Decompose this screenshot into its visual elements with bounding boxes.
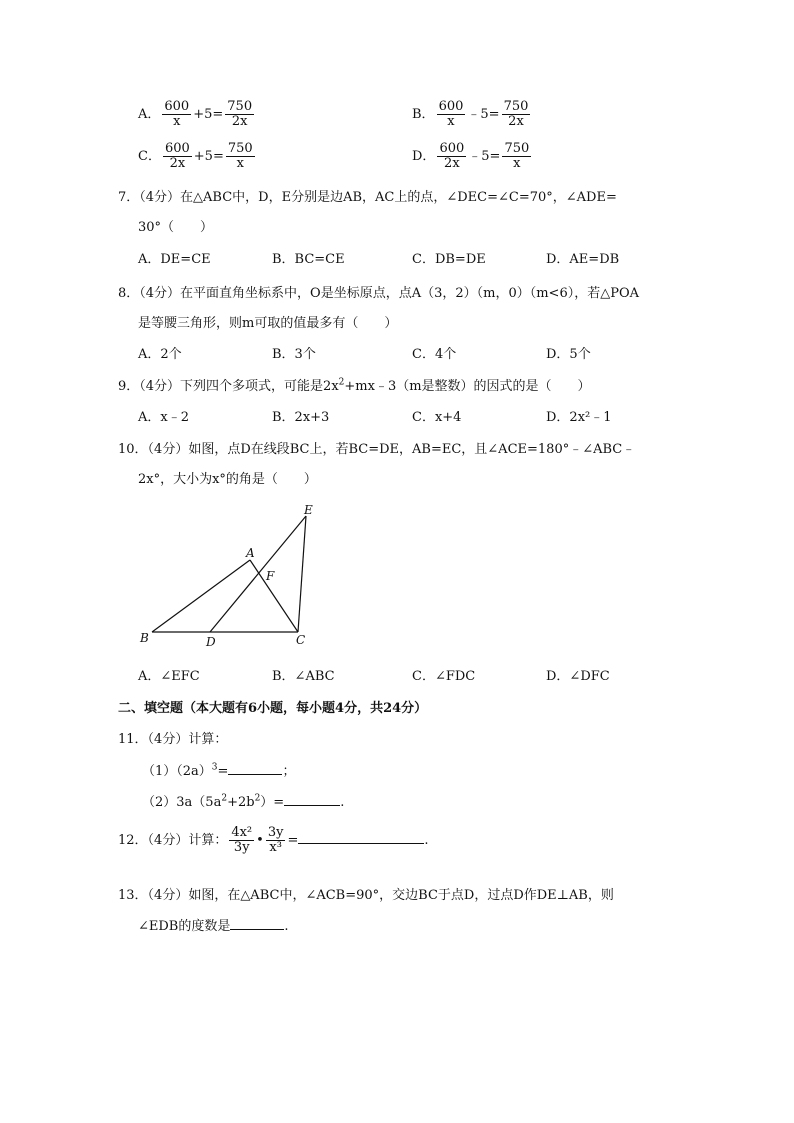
numerator: 750: [227, 141, 253, 156]
numerator: 4x²: [231, 825, 253, 840]
label-e: E: [304, 503, 313, 517]
q11-part2-end: .: [340, 795, 345, 810]
q11-part1: [142, 760, 295, 779]
numerator: 600: [439, 141, 465, 156]
q11-part2-eq: ）=: [260, 795, 285, 810]
operator: +5=: [193, 149, 224, 164]
option-letter: C．: [138, 149, 161, 164]
label-d: D: [206, 635, 216, 649]
denominator: 2x: [169, 156, 186, 171]
q8-option-a: A．2个: [138, 347, 182, 362]
q7-option-c: C．DB=DE: [412, 252, 486, 267]
q11-part1-end: ；: [282, 764, 296, 779]
q10-option-b: B．∠ABC: [272, 669, 335, 684]
fraction: [502, 142, 531, 171]
q8-stem-line2: 是等腰三角形，则m可取的值最多有（ ）: [138, 316, 398, 331]
q11-part1-expr: （1）（2a）: [142, 764, 212, 779]
q7-option-d: D．AE=DB: [546, 252, 620, 267]
multiply-dot: •: [256, 833, 264, 848]
q9-exponent: 2: [338, 377, 345, 388]
operator: ﹣5=: [467, 107, 500, 122]
q10-option-d: D．∠DFC: [546, 669, 610, 684]
fraction: [229, 826, 254, 855]
numerator: 600: [164, 141, 190, 156]
q10-stem-line2: 2x°，大小为x°的角是（ ）: [138, 472, 317, 487]
segment-ba: [152, 560, 250, 632]
q11-part2: [142, 791, 344, 810]
q10-stem-line1: 10．（4分）如图，点D在线段BC上，若BC=DE，AB=EC，且∠ACE=180°﹣∠ABC﹣: [118, 442, 636, 457]
q13-answer-blank[interactable]: [230, 929, 284, 930]
q11-part1-answer-blank[interactable]: [228, 774, 282, 775]
q12-line: [118, 826, 429, 855]
equals: =: [287, 833, 299, 848]
denominator: 2x: [508, 114, 524, 129]
label-b: B: [140, 631, 149, 645]
denominator: x³: [269, 840, 282, 855]
q10-option-c: C．∠FDC: [412, 669, 476, 684]
q6-option-d: [412, 142, 533, 171]
q6-option-a: [138, 100, 256, 129]
segment-de: [210, 516, 306, 632]
q9-stem: [118, 375, 591, 394]
q10-option-a: A．∠EFC: [138, 669, 200, 684]
fraction: [502, 100, 531, 129]
fraction: [266, 826, 286, 855]
q11-part2-expr: （2）3a（5a: [142, 795, 222, 810]
q8-option-b: B．3个: [272, 347, 316, 362]
q9-stem-post: +mx﹣3（m是整数）的因式的是（ ）: [344, 379, 591, 394]
numerator: 3y: [267, 825, 284, 840]
q11-part2-answer-blank[interactable]: [284, 805, 340, 806]
operator: +5=: [193, 107, 224, 122]
q8-option-c: C．4个: [412, 347, 457, 362]
denominator: 2x: [231, 114, 248, 129]
q7-stem-line1: 7．（4分）在△ABC中，D，E分别是边AB，AC上的点，∠DEC=∠C=70°，∠ADE=: [118, 190, 617, 205]
q9-option-a: A．x﹣2: [138, 410, 189, 425]
q7-stem-line2: 30°（ ）: [138, 220, 214, 235]
q12-stem: 12．（4分）计算：: [118, 833, 228, 848]
denominator: x: [173, 114, 181, 129]
numerator: 750: [503, 99, 529, 114]
label-c: C: [296, 633, 306, 647]
denominator: x: [513, 156, 521, 171]
fraction: [226, 142, 255, 171]
q11-part1-exponent: 3: [211, 762, 218, 773]
fraction: [163, 142, 192, 171]
fraction: [162, 100, 191, 129]
numerator: 600: [438, 99, 464, 114]
q9-option-c: C．x+4: [412, 410, 462, 425]
q10-geometry-figure: [130, 496, 330, 652]
q9-stem-pre: 9．（4分）下列四个多项式，可能是2x: [118, 379, 339, 394]
q13-stem-pre: ∠EDB的度数是: [138, 919, 231, 934]
q12-end: .: [424, 833, 429, 848]
label-f: F: [266, 569, 275, 583]
q7-option-a: A．DE=CE: [138, 252, 211, 267]
numerator: 750: [504, 141, 530, 156]
q7-option-b: B．BC=CE: [272, 252, 345, 267]
numerator: 750: [227, 99, 253, 114]
denominator: x: [236, 156, 244, 171]
q11-part1-eq: =: [217, 764, 229, 779]
q8-option-d: D．5个: [546, 347, 591, 362]
q11-part2-exponent: 2: [254, 793, 261, 804]
segment-ec: [298, 516, 306, 632]
denominator: 2x: [444, 156, 460, 171]
q9-option-b: B．2x+3: [272, 410, 330, 425]
operator: ﹣5=: [468, 149, 501, 164]
section-title: 二、填空题（本大题有6小题，每小题4分，共24分）: [118, 701, 428, 716]
option-letter: B．: [412, 107, 435, 122]
q11-part2-mid: +2b: [227, 795, 255, 810]
q8-stem-line1: 8．（4分）在平面直角坐标系中，O是坐标原点，点A（3，2）（m，0）（m<6），若△POA: [118, 286, 640, 301]
q6-option-b: [412, 100, 532, 129]
denominator: x: [447, 114, 455, 129]
q13-stem-line1: 13．（4分）如图，在△ABC中，∠ACB=90°，交边BC于点D，过点D作DE⊥AB，则: [118, 888, 614, 903]
q12-answer-blank[interactable]: [298, 843, 424, 844]
q9-option-d: D．2x²﹣1: [546, 410, 612, 425]
denominator: 3y: [233, 840, 250, 855]
q11-stem: 11．（4分）计算：: [118, 732, 228, 747]
q13-end: .: [284, 919, 289, 934]
option-letter: D．: [412, 149, 436, 164]
fraction: [437, 142, 466, 171]
q11-part2-exponent: 2: [221, 793, 228, 804]
fraction: [225, 100, 254, 129]
label-a: A: [246, 546, 255, 560]
numerator: 600: [164, 99, 190, 114]
option-letter: A．: [138, 107, 161, 122]
fraction: [437, 100, 466, 129]
q6-option-c: [138, 142, 257, 171]
q13-stem-line2: [138, 915, 289, 934]
